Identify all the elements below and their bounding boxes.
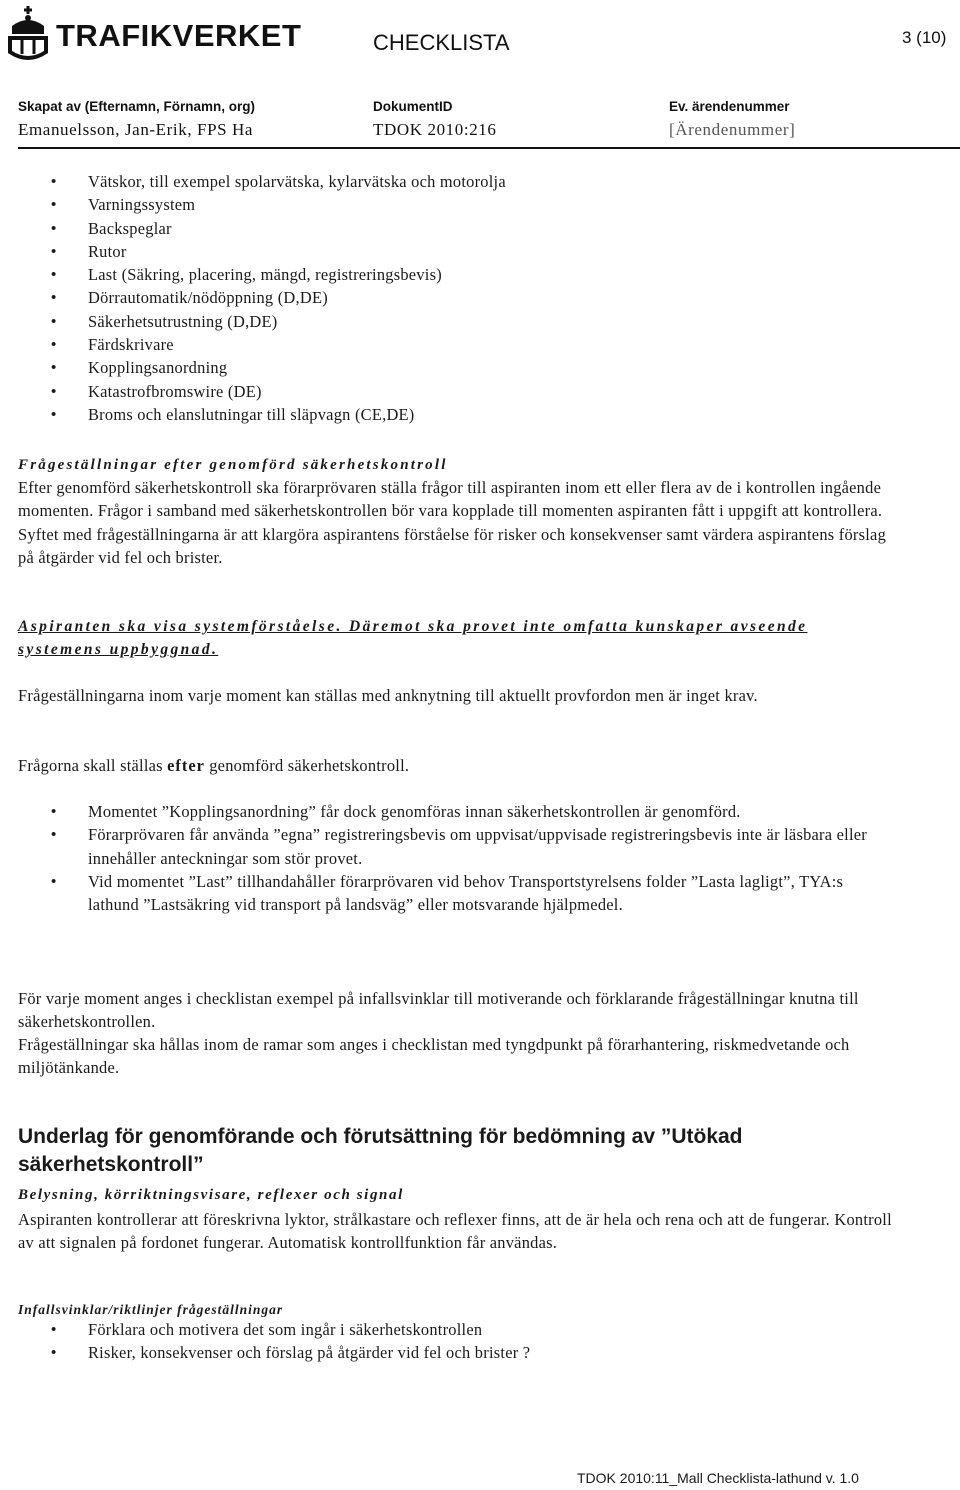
list-item: • Rutor: [0, 240, 888, 263]
section-heading: Frågeställningar efter genomförd säkerhetskontroll: [18, 457, 448, 473]
header-divider: [18, 147, 960, 149]
list-item: • Dörrautomatik/nödöppning (D,DE): [0, 286, 888, 309]
document-id-label: DokumentID: [373, 99, 453, 114]
list-item: • Risker, konsekvenser och förslag på åtgärder vid fel och brister ?: [0, 1341, 888, 1364]
paragraph: [18, 754, 898, 777]
emphasis-note: Aspiranten ska visa systemförståelse. Däremot ska provet inte omfatta kunskaper avseende systemens uppbyggnad.: [18, 618, 808, 658]
bold-text: efter: [167, 756, 205, 775]
page-number: 3 (10): [902, 28, 947, 47]
list-item: • Förarprövaren får använda ”egna” registreringsbevis om uppvisat/uppvisade registreringsbevis inte är läsbara eller innehåller anteckningar som stör provet.: [0, 823, 888, 870]
list-item: • Katastrofbromswire (DE): [0, 380, 888, 403]
text-segment: genomförd säkerhetskontroll.: [204, 756, 410, 775]
list-item: • Säkerhetsutrustning (D,DE): [0, 310, 888, 333]
list-item: • Varningssystem: [0, 193, 888, 216]
logo-text: TRAFIKVERKET: [56, 18, 302, 53]
paragraph: För varje moment anges i checklistan exempel på infallsvinklar till motiverande och förklarande frågeställningar knutna till säkerhetskontrollen.: [18, 989, 859, 1032]
paragraph: Frågeställningarna inom varje moment kan ställas med anknytning till aktuellt provfordon men är inget krav.: [18, 686, 758, 705]
sub-heading: Infallsvinklar/riktlinjer frågeställningar: [18, 1302, 284, 1317]
created-by-value: Emanuelsson, Jan-Erik, FPS Ha: [18, 120, 254, 139]
list-item: • Vätskor, till exempel spolarvätska, kylarvätska och motorolja: [0, 170, 888, 193]
list-item: • Förklara och motivera det som ingår i säkerhetskontrollen: [0, 1318, 888, 1341]
paragraph: Aspiranten kontrollerar att föreskrivna lyktor, strålkastare och reflexer finns, att de är hela och rena och att de fungerar. Kontroll av att signalen på fordonet fungerar. Automatisk kontrollfunktion får användas.: [18, 1210, 892, 1253]
crown-icon: [4, 4, 52, 62]
list-item: • Momentet ”Kopplingsanordning” får dock genomföras innan säkerhetskontrollen är genomförd.: [0, 800, 888, 823]
list-item: • Last (Säkring, placering, mängd, registreringsbevis): [0, 263, 888, 286]
sub-heading: Belysning, körriktningsvisare, reflexer och signal: [18, 1187, 404, 1203]
list-item: • Backspeglar: [0, 217, 888, 240]
list-item: • Kopplingsanordning: [0, 356, 888, 379]
list-item: • Broms och elanslutningar till släpvagn (CE,DE): [0, 403, 888, 426]
section-heading: Underlag för genomförande och förutsättning för bedömning av ”Utökad säkerhetskontroll”: [18, 1125, 743, 1176]
rules-list: [0, 800, 888, 916]
case-number-label: Ev. ärendenummer: [669, 99, 790, 114]
list-item: • Färdskrivare: [0, 333, 888, 356]
case-number-value: [Ärendenummer]: [669, 120, 796, 139]
list-item: • Vid momentet ”Last” tillhandahåller förarprövaren vid behov Transportstyrelsens folder ”Lasta lagligt”, TYA:s lathund ”Lastsäkring vid transport på landsväg” eller motsvarande hjälpmedel.: [0, 870, 888, 917]
questions-list: [0, 1318, 888, 1365]
paragraph: Frågeställningar ska hållas inom de ramar som anges i checklistan med tyngdpunkt på förarhantering, riskmedvetande och miljötänkande.: [18, 1035, 850, 1078]
created-by-label: Skapat av (Efternamn, Förnamn, org): [18, 99, 256, 114]
footer: TDOK 2010:11_Mall Checklista-lathund v. 1.0: [577, 1470, 859, 1486]
document-type: CHECKLISTA: [373, 30, 510, 55]
text-segment: Frågorna skall ställas: [18, 756, 168, 775]
document-id-value: TDOK 2010:216: [373, 120, 497, 139]
checklist-list: [0, 170, 888, 426]
section-paragraph: Efter genomförd säkerhetskontroll ska förarprövaren ställa frågor till aspiranten inom ett eller flera av de i kontrollen ingående momenten. Frågor i samband med säkerhetskontrollen bör vara kopplade till momenten aspiranten fått i uppgift att kontrollera. Syftet med frågeställningarna är att klargöra aspirantens förståelse för risker och konsekvenser samt värdera aspirantens förslag på åtgärder vid fel och brister.: [18, 478, 887, 567]
